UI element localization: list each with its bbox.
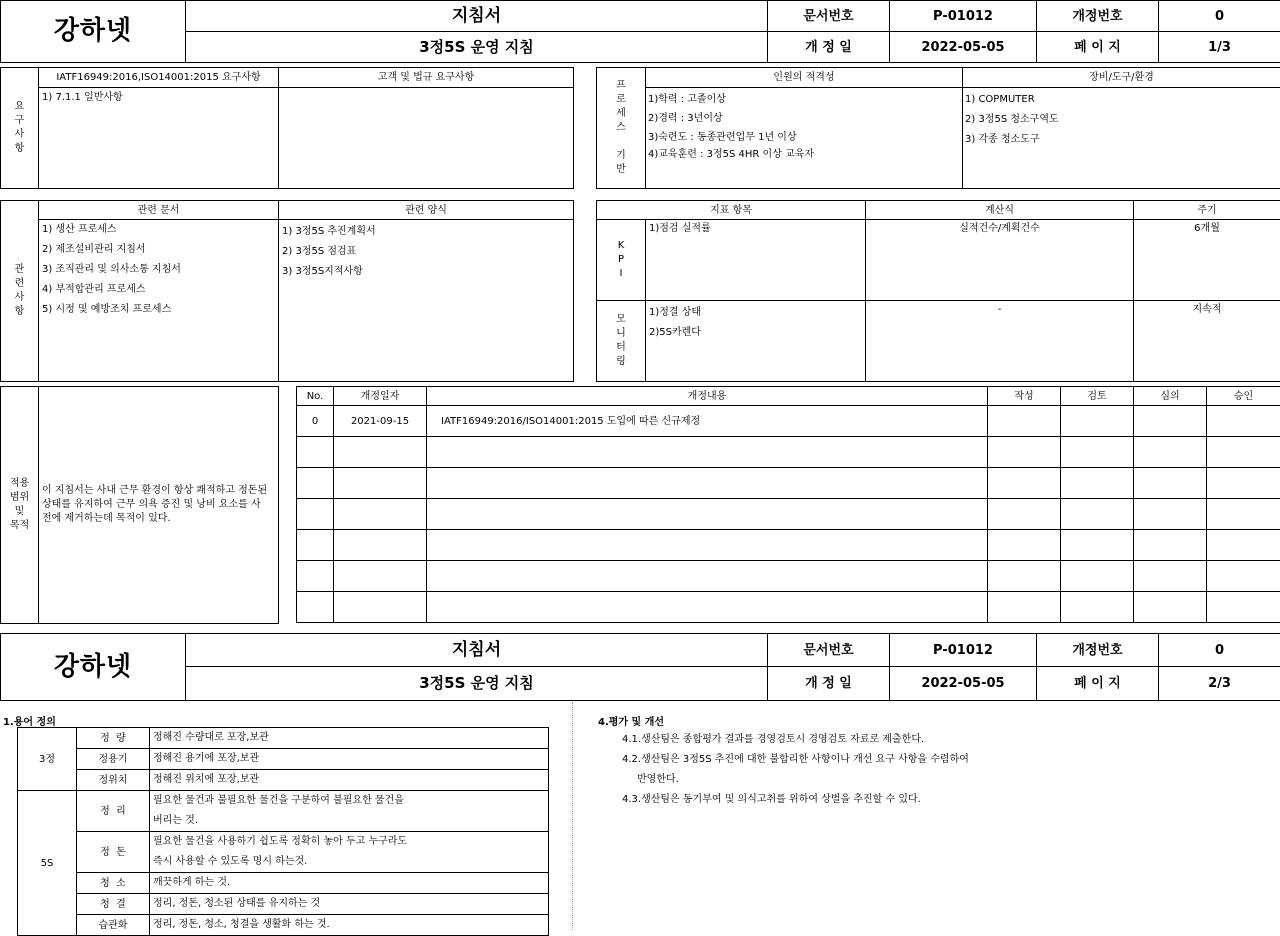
rev-content (427, 530, 988, 561)
revision-row (297, 499, 1280, 530)
purpose-line: 전에 제거하는데 목적이 있다. (42, 512, 275, 526)
list-item: 2) 3정5S 점검표 (282, 242, 570, 262)
rev-date-label: 개 정 일 (768, 667, 890, 701)
term-row (18, 791, 549, 832)
definition-line: 정리, 정돈, 청소, 청결을 생활화 하는 것. (153, 915, 545, 935)
rev-content (427, 437, 988, 468)
related-forms-header: 관련 양식 (279, 201, 574, 220)
process-basis-side-label: 프 로 세 스 기 반 (597, 68, 646, 189)
iatf-header: IATF16949:2016,ISO14001:2015 요구사항 (39, 68, 279, 88)
rev-date (334, 592, 427, 623)
revision-row (297, 561, 1280, 592)
definition-line: 필요한 물건을 사용하기 쉽도록 정확히 놓아 두고 누구라도 (153, 832, 545, 852)
equipment-header: 장비/도구/환경 (963, 68, 1280, 88)
definition-line: 즉시 사용할 수 있도록 명시 하는것. (153, 852, 545, 872)
rev-deliberation (1134, 592, 1207, 623)
term-definition (150, 894, 549, 915)
rev-review (1061, 530, 1134, 561)
rev-approval (1207, 406, 1280, 437)
term-name: 청 소 (77, 873, 150, 894)
doc-no-label: 문서번호 (768, 1, 890, 32)
rev-col-author: 작성 (988, 387, 1061, 406)
rev-date (334, 437, 427, 468)
term-row (18, 770, 549, 791)
kpi-item: 1)점검 실적률 (646, 220, 866, 301)
rev-approval (1207, 437, 1280, 468)
list-item: 1) 7.1.1 일반사항 (42, 91, 275, 104)
monitoring-items (646, 301, 866, 382)
purpose-line: 상태를 유지하여 근무 의욕 증진 및 낭비 요소를 사 (42, 498, 275, 512)
evaluation-line: 4.1.생산팀은 종합평가 결과를 경영검토시 경영검토 자료로 제출한다. (622, 730, 1262, 750)
rev-review (1061, 499, 1134, 530)
company-logo: 강하넷 (1, 634, 186, 701)
page2-header (0, 633, 1280, 701)
term-row (18, 915, 549, 936)
rev-col-no: No. (297, 387, 334, 406)
list-item: 2)경력 : 3년이상 (648, 109, 959, 128)
rev-no-label: 개정번호 (1037, 1, 1159, 32)
term-name: 습관화 (77, 915, 150, 936)
rev-col-date: 개정일자 (334, 387, 427, 406)
term-name: 정 량 (77, 728, 150, 749)
rev-no: 0 (297, 406, 334, 437)
kpi-side-label: K P I (597, 220, 646, 301)
customer-law-header: 고객 및 법규 요구사항 (279, 68, 574, 88)
list-item: 4) 부적합관리 프로세스 (42, 280, 275, 300)
doc-subtitle: 3정5S 운영 지침 (186, 32, 768, 63)
term-row (18, 873, 549, 894)
cycle-header: 주기 (1134, 201, 1280, 220)
rev-deliberation (1134, 406, 1207, 437)
related-docs-header: 관련 문서 (39, 201, 279, 220)
rev-deliberation (1134, 561, 1207, 592)
term-definition (150, 791, 549, 832)
rev-author (988, 530, 1061, 561)
rev-no-value: 0 (1159, 634, 1280, 667)
list-item: 1) COPMUTER (965, 90, 1277, 110)
term-definition (150, 915, 549, 936)
definition-line: 필요한 물건과 불필요한 물건을 구분하여 불필요한 물건을 (153, 791, 545, 811)
evaluation-line: 4.2.생산팀은 3정5S 추진에 대한 불합리한 사항이나 개선 요구 사항을 수렴하여 (622, 750, 1262, 770)
rev-date-value: 2022-05-05 (890, 667, 1037, 701)
revision-row (297, 530, 1280, 561)
term-definition (150, 832, 549, 873)
rev-no-label: 개정번호 (1037, 634, 1159, 667)
rev-content (427, 592, 988, 623)
related-docs-items (39, 220, 279, 382)
company-logo: 강하넷 (1, 1, 186, 63)
term-row (18, 894, 549, 915)
list-item: 1)정결 상태 (649, 303, 862, 323)
rev-deliberation (1134, 530, 1207, 561)
competence-header: 인원의 적격성 (646, 68, 963, 88)
rev-approval (1207, 592, 1280, 623)
related-table (0, 200, 574, 382)
definition-line: 정해진 수량대로 포장,보관 (153, 728, 545, 748)
rev-content (427, 468, 988, 499)
related-side-label: 관 련 사 항 (1, 201, 39, 382)
list-item: 1) 3정5S 추진계획서 (282, 222, 570, 242)
list-item: 4)교육훈련 : 3정5S 4HR 이상 교육자 (648, 147, 959, 162)
revision-row (297, 592, 1280, 623)
doc-subtitle: 3정5S 운영 지침 (186, 667, 768, 701)
rev-content: IATF16949:2016/ISO14001:2015 도입에 따른 신규제정 (427, 406, 988, 437)
rev-date (334, 468, 427, 499)
rev-author (988, 468, 1061, 499)
term-definition (150, 728, 549, 749)
doc-no-value: P-01012 (890, 634, 1037, 667)
term-group-5s: 5S (18, 791, 77, 936)
rev-deliberation (1134, 437, 1207, 468)
revision-table (296, 386, 1280, 623)
evaluation-body (622, 730, 1262, 810)
rev-no (297, 592, 334, 623)
page-value: 1/3 (1159, 32, 1280, 63)
process-basis-table (596, 67, 1280, 189)
evaluation-line: 4.3.생산팀은 동기부여 및 의식고취를 위하여 상벌을 추진할 수 있다. (622, 790, 1262, 810)
list-item: 2) 3정5S 청소구역도 (965, 110, 1277, 130)
rev-col-deliberation: 심의 (1134, 387, 1207, 406)
rev-content (427, 499, 988, 530)
rev-no (297, 530, 334, 561)
term-name: 정 돈 (77, 832, 150, 873)
list-item: 1)학력 : 고졸이상 (648, 90, 959, 109)
term-row (18, 749, 549, 770)
kpi-cycle: 6개월 (1134, 220, 1280, 301)
term-name: 청 결 (77, 894, 150, 915)
term-name: 정 리 (77, 791, 150, 832)
revision-row (297, 437, 1280, 468)
related-forms-items (279, 220, 574, 382)
list-item: 2)5S카렌다 (649, 323, 862, 343)
rev-approval (1207, 468, 1280, 499)
rev-review (1061, 437, 1134, 468)
rev-author (988, 561, 1061, 592)
rev-author (988, 437, 1061, 468)
list-item: 3) 각종 청소도구 (965, 130, 1277, 150)
rev-approval (1207, 561, 1280, 592)
list-item: 3)숙련도 : 동종관련업무 1년 이상 (648, 128, 959, 147)
purpose-table (0, 386, 279, 624)
rev-approval (1207, 499, 1280, 530)
page-value: 2/3 (1159, 667, 1280, 701)
customer-law-items (279, 88, 574, 189)
rev-no-value: 0 (1159, 1, 1280, 32)
monitoring-calc: - (866, 301, 1134, 382)
column-divider (572, 702, 573, 930)
rev-no (297, 561, 334, 592)
requirements-side-label: 요 구 사 항 (1, 68, 39, 189)
iatf-items (39, 88, 279, 189)
definition-line: 정리, 정돈, 청소된 상태를 유지하는 것 (153, 894, 545, 914)
list-item: 5) 시정 및 예방조치 프로세스 (42, 300, 275, 320)
indicator-item-header: 지표 항목 (597, 201, 866, 220)
page1-header (0, 0, 1280, 63)
purpose-text (39, 387, 279, 624)
page-label: 페 이 지 (1037, 32, 1159, 63)
term-row (18, 832, 549, 873)
term-definition (150, 770, 549, 791)
definition-line: 깨끗하게 하는 것. (153, 873, 545, 893)
rev-date-label: 개 정 일 (768, 32, 890, 63)
rev-deliberation (1134, 499, 1207, 530)
evaluation-title: 4.평가 및 개선 (598, 713, 664, 728)
term-name: 정용기 (77, 749, 150, 770)
definition-line: 정해진 위치에 포장,보관 (153, 770, 545, 790)
indicators-table (596, 200, 1280, 382)
evaluation-line: 반영한다. (622, 770, 1262, 790)
monitoring-side-label: 모 니 터 링 (597, 301, 646, 382)
definition-line: 버리는 것. (153, 811, 545, 831)
rev-approval (1207, 530, 1280, 561)
rev-date (334, 561, 427, 592)
competence-items (646, 88, 963, 189)
rev-col-content: 개정내용 (427, 387, 988, 406)
list-item: 2) 제조설비관리 지침서 (42, 240, 275, 260)
rev-content (427, 561, 988, 592)
requirements-table (0, 67, 574, 189)
revision-header-row (297, 387, 1280, 406)
term-row (18, 728, 549, 749)
rev-col-approval: 승인 (1207, 387, 1280, 406)
rev-author (988, 592, 1061, 623)
list-item: 3) 조직관리 및 의사소통 지침서 (42, 260, 275, 280)
doc-title: 지침서 (186, 1, 768, 32)
revision-row (297, 406, 1280, 437)
rev-deliberation (1134, 468, 1207, 499)
rev-review (1061, 468, 1134, 499)
rev-review (1061, 561, 1134, 592)
rev-date (334, 499, 427, 530)
rev-no (297, 499, 334, 530)
term-group-3s: 3정 (18, 728, 77, 791)
calc-header: 계산식 (866, 201, 1134, 220)
term-name: 정위치 (77, 770, 150, 791)
rev-review (1061, 406, 1134, 437)
rev-col-review: 검토 (1061, 387, 1134, 406)
rev-author (988, 499, 1061, 530)
rev-date (334, 530, 427, 561)
term-definition (150, 873, 549, 894)
doc-title: 지침서 (186, 634, 768, 667)
definition-line: 정해진 용기에 포장,보관 (153, 749, 545, 769)
rev-review (1061, 592, 1134, 623)
monitoring-cycle: 지속적 (1134, 301, 1280, 382)
rev-author (988, 406, 1061, 437)
terms-title: 1.용어 정의 (3, 713, 56, 728)
page-label: 페 이 지 (1037, 667, 1159, 701)
terms-table (17, 727, 549, 936)
revision-row (297, 468, 1280, 499)
purpose-line: 이 지침서는 사내 근무 환경이 항상 쾌적하고 정돈된 (42, 484, 275, 498)
list-item: 3) 3정5S지적사항 (282, 262, 570, 282)
rev-date: 2021-09-15 (334, 406, 427, 437)
rev-no (297, 468, 334, 499)
term-definition (150, 749, 549, 770)
doc-no-value: P-01012 (890, 1, 1037, 32)
doc-no-label: 문서번호 (768, 634, 890, 667)
rev-date-value: 2022-05-05 (890, 32, 1037, 63)
list-item: 1) 생산 프로세스 (42, 220, 275, 240)
kpi-calc: 실적건수/계획건수 (866, 220, 1134, 301)
equipment-items (963, 88, 1280, 189)
rev-no (297, 437, 334, 468)
purpose-side-label: 적용 범위 및 목적 (1, 387, 39, 624)
